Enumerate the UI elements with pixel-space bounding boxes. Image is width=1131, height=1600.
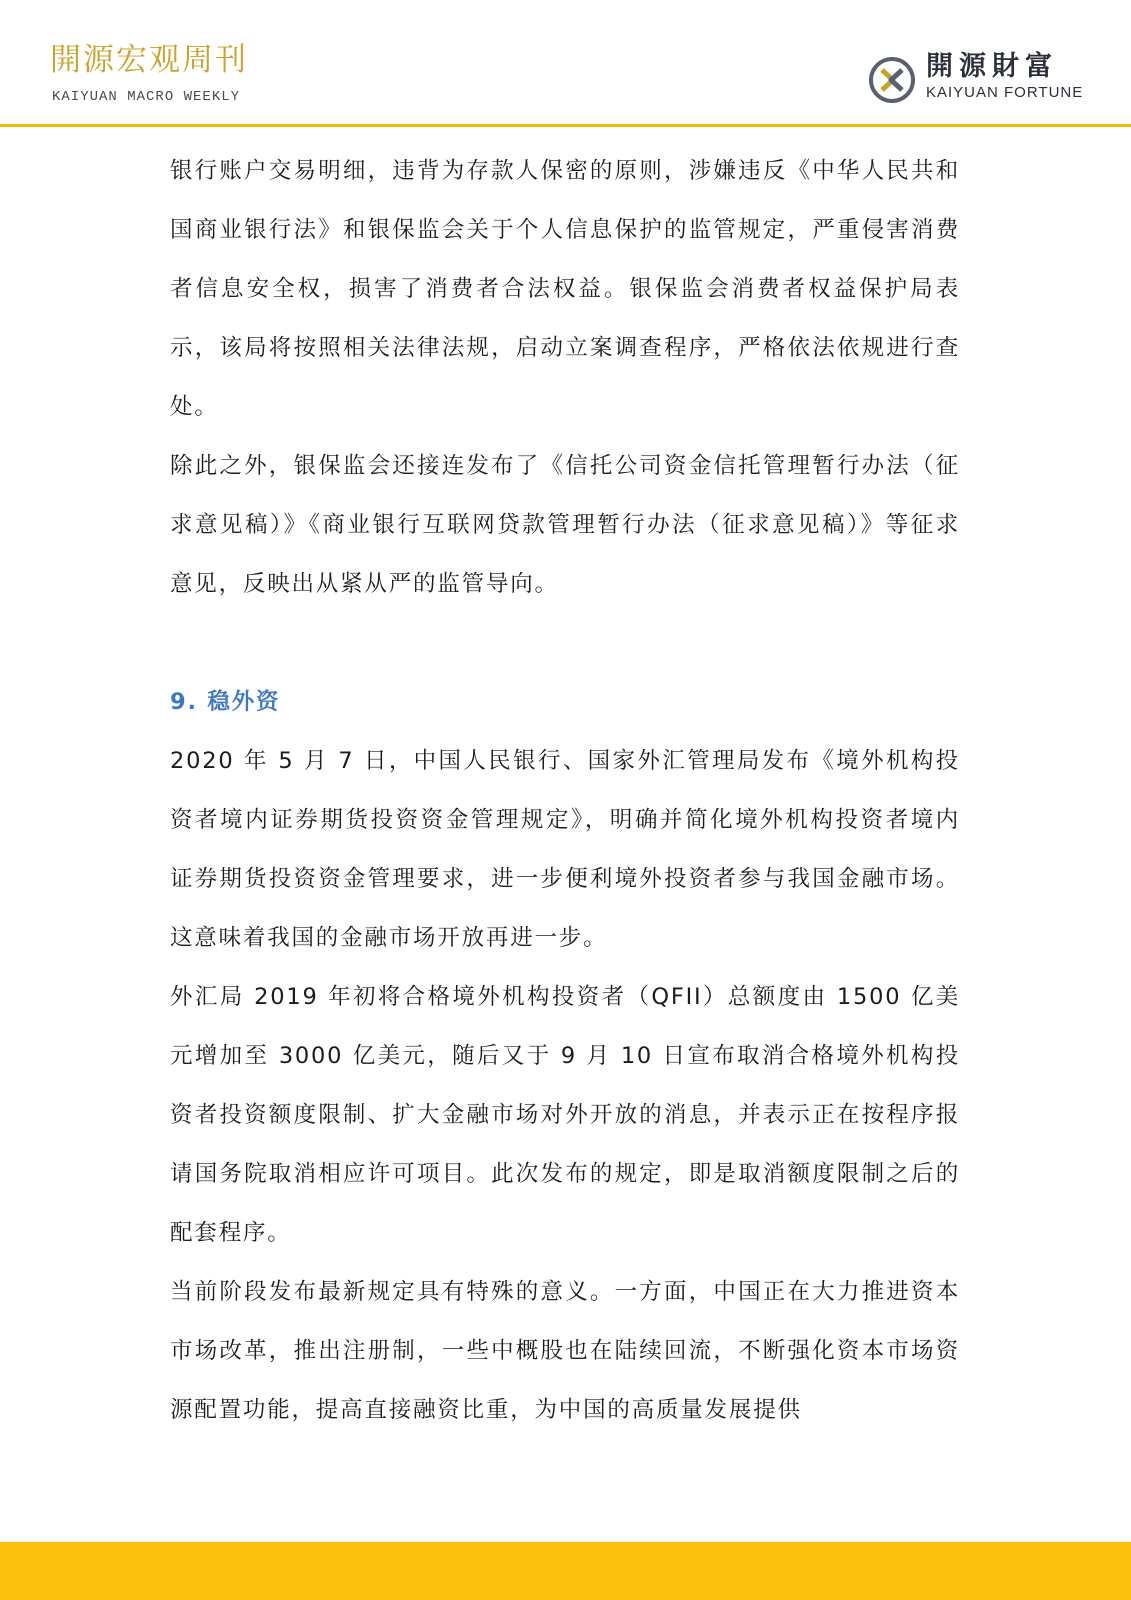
- logo-text-cn: 開源財富: [926, 51, 1058, 82]
- header-divider: [0, 124, 1131, 127]
- paragraph: 2020 年 5 月 7 日，中国人民银行、国家外汇管理局发布《境外机构投资者境内证券期货投资资金管理规定》，明确并简化境外机构投资者境内证券期货投资资金管理要求，进一步便利境外投资者参与我国金融市场。这意味着我国的金融市场开放再进一步。: [170, 748, 960, 951]
- footer-bar: [0, 1542, 1131, 1600]
- publication-title: 開源宏观周刊: [50, 42, 248, 78]
- kaiyuan-logo-icon: [868, 56, 916, 104]
- paragraph: 除此之外，银保监会还接连发布了《信托公司资金信托管理暂行办法（征求意见稿）》《商业银行互联网贷款管理暂行办法（征求意见稿）》等征求意见，反映出从紧从严的监管导向。: [170, 453, 960, 597]
- company-logo: [868, 50, 1088, 106]
- article-body: [170, 142, 960, 1440]
- logo-text-en: KAIYUAN FORTUNE: [926, 84, 1084, 101]
- section-heading: 9. 稳外资: [170, 689, 281, 715]
- page-header: [0, 0, 1131, 126]
- paragraph: 银行账户交易明细，违背为存款人保密的原则，涉嫌违反《中华人民共和国商业银行法》和银保监会关于个人信息保护的监管规定，严重侵害消费者信息安全权，损害了消费者合法权益。银保监会消费者权益保护局表示，该局将按照相关法律法规，启动立案调查程序，严格依法依规进行查处。: [170, 158, 960, 420]
- publication-subtitle: KAIYUAN MACRO WEEKLY: [52, 89, 241, 105]
- paragraph: 外汇局 2019 年初将合格境外机构投资者（QFII）总额度由 1500 亿美元增加至 3000 亿美元，随后又于 9 月 10 日宣布取消合格境外机构投资者投资额度限制、扩大金融市场对外开放的消息，并表示正在按程序报请国务院取消相应许可项目。此次发布的规定，即是取消额度限制之后的配套程序。: [170, 984, 960, 1246]
- paragraph: 当前阶段发布最新规定具有特殊的意义。一方面，中国正在大力推进资本市场改革，推出注册制，一些中概股也在陆续回流，不断强化资本市场资源配置功能，提高直接融资比重，为中国的高质量发展提供: [170, 1279, 960, 1423]
